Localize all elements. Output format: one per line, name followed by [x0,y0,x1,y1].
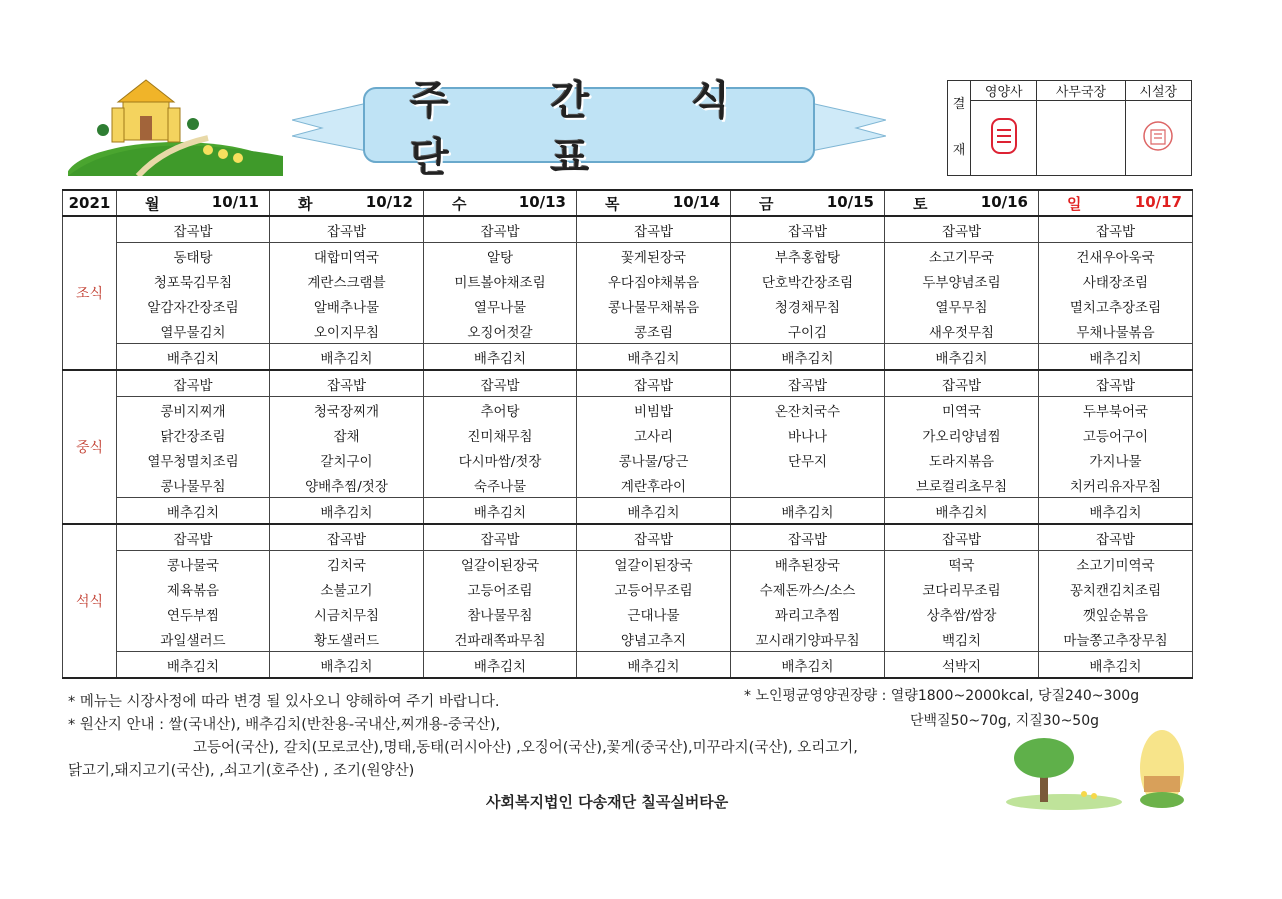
menu-item: 닭간장조림 [117,422,270,447]
menu-item: 대합미역국 [270,243,424,269]
approval-role: 사무국장 [1037,81,1125,101]
menu-item: 배추김치 [424,344,577,371]
menu-item: 잡곡밥 [885,370,1039,397]
menu-item: 떡국 [885,551,1039,577]
stamp-icon [989,116,1019,156]
menu-item: 알배추나물 [270,293,424,318]
menu-item: 꽁치캔김치조림 [1039,576,1193,601]
menu-row [63,652,1193,679]
menu-row [63,397,1193,423]
menu-item: 고등어무조림 [577,576,731,601]
menu-item: 배추된장국 [731,551,885,577]
menu-item: 치커리유자무침 [1039,472,1193,498]
menu-item: 김치국 [270,551,424,577]
menu-item: 소고기미역국 [1039,551,1193,577]
day-name: 일 [1067,194,1082,213]
day-name: 토 [913,194,928,213]
menu-item: 배추김치 [424,498,577,525]
approval-role: 시설장 [1125,81,1192,101]
menu-item: 콩나물무채볶음 [577,293,731,318]
menu-item: 두부양념조림 [885,268,1039,293]
day-name: 목 [605,194,620,213]
menu-item: 열무물김치 [117,318,270,344]
menu-item: 배추김치 [270,652,424,679]
menu-item: 배추김치 [1039,652,1193,679]
menu-item: 꽃게된장국 [577,243,731,269]
menu-item: 잡곡밥 [424,524,577,551]
origin-text: * 원산지 안내 : 쌀(국내산), 배추김치(반찬용-국내산,찌개용-중국산), [68,717,501,733]
menu-row [63,370,1193,397]
meal-label: 중식 [63,370,117,524]
menu-item: 잡곡밥 [731,216,885,243]
menu-item: 깻잎순볶음 [1039,601,1193,626]
menu-item: 온잔치국수 [731,397,885,423]
menu-item: 알감자간장조림 [117,293,270,318]
menu-item: 구이김 [731,318,885,344]
seal-icon [1141,118,1175,154]
day-header [117,190,270,216]
menu-row [63,293,1193,318]
menu-item: 배추김치 [424,652,577,679]
menu-item: 콩비지찌개 [117,397,270,423]
menu-item: 배추김치 [731,498,885,525]
menu-row [63,498,1193,525]
meal-label: 조식 [63,216,117,370]
menu-item: 동태탕 [117,243,270,269]
nutrition-text: 단백질50~70g, 지질30~50g [910,713,1100,729]
menu-item: 황도샐러드 [270,626,424,652]
day-header [424,190,577,216]
menu-row [63,318,1193,344]
menu-item: 사태장조림 [1039,268,1193,293]
menu-item: 열무무침 [885,293,1039,318]
day-date: 10/16 [980,192,1028,211]
menu-item: 과일샐러드 [117,626,270,652]
year-cell: 2021 [63,190,117,216]
menu-item: 계란스크램블 [270,268,424,293]
menu-item: 시금치무침 [270,601,424,626]
origin-text: 닭고기,돼지고기(국산), ,쇠고기(호주산) , 조기(원양산) [68,763,415,779]
menu-item: 계란후라이 [577,472,731,498]
menu-item: 배추김치 [117,652,270,679]
menu-item: 연두부찜 [117,601,270,626]
menu-item: 잡곡밥 [1039,216,1193,243]
menu-item [731,472,885,498]
origin-text: 고등어(국산), 갈치(모로코산),명태,동태(러시아산) ,오징어(국산),꽃게(중국산),미꾸라지(국산), 오리고기, [193,740,858,756]
menu-row [63,422,1193,447]
menu-item: 마늘쫑고추장무침 [1039,626,1193,652]
menu-item: 무채나물볶음 [1039,318,1193,344]
menu-item: 청국장찌개 [270,397,424,423]
menu-item: 배추김치 [577,344,731,371]
stamp-cell [1125,101,1192,176]
menu-item: 배추김치 [885,498,1039,525]
day-name: 월 [145,194,160,213]
menu-row [63,344,1193,371]
approval-label: 결 재 [948,81,971,176]
menu-item: 배추김치 [577,498,731,525]
menu-item: 양념고추지 [577,626,731,652]
day-header [885,190,1039,216]
menu-item: 고등어조림 [424,576,577,601]
menu-row [63,472,1193,498]
menu-row [63,216,1193,243]
day-date: 10/17 [1134,192,1182,211]
menu-item: 잡곡밥 [117,524,270,551]
organization-name: 사회복지법인 다송재단 칠곡실버타운 [486,793,729,811]
menu-item: 잡곡밥 [117,370,270,397]
menu-item: 참나물무침 [424,601,577,626]
menu-item: 백김치 [885,626,1039,652]
menu-item: 잡곡밥 [1039,370,1193,397]
menu-item: 오징어젓갈 [424,318,577,344]
menu-row [63,447,1193,472]
menu-item: 석박지 [885,652,1039,679]
day-date: 10/14 [672,192,720,211]
menu-item: 알탕 [424,243,577,269]
menu-item: 잡곡밥 [577,524,731,551]
menu-item: 추어탕 [424,397,577,423]
menu-item: 잡곡밥 [424,370,577,397]
menu-item: 코다리무조림 [885,576,1039,601]
menu-item: 콩나물/당근 [577,447,731,472]
menu-item: 배추김치 [270,344,424,371]
stamp-cell [971,101,1037,176]
day-header [577,190,731,216]
menu-item: 잡곡밥 [577,216,731,243]
menu-item: 콩나물국 [117,551,270,577]
day-header [731,190,885,216]
menu-row [63,626,1193,652]
menu-item: 배추김치 [117,498,270,525]
menu-row [63,576,1193,601]
menu-item: 잡채 [270,422,424,447]
header-row [63,190,1193,216]
menu-item: 열무청멸치조림 [117,447,270,472]
menu-item: 열무나물 [424,293,577,318]
day-header [1039,190,1193,216]
menu-item: 미트볼야채조림 [424,268,577,293]
menu-item: 잡곡밥 [885,524,1039,551]
menu-item: 우다짐야채볶음 [577,268,731,293]
menu-item: 잡곡밥 [270,524,424,551]
menu-row [63,601,1193,626]
menu-item: 진미채무침 [424,422,577,447]
menu-item: 꽈리고추찜 [731,601,885,626]
menu-item: 얼갈이된장국 [577,551,731,577]
menu-item: 잡곡밥 [577,370,731,397]
menu-item: 상추쌈/쌈장 [885,601,1039,626]
menu-item: 배추김치 [577,652,731,679]
day-header [270,190,424,216]
menu-item: 잡곡밥 [731,370,885,397]
menu-item: 다시마쌈/젓장 [424,447,577,472]
menu-item: 잡곡밥 [270,216,424,243]
menu-item: 비빔밥 [577,397,731,423]
menu-item: 콩조림 [577,318,731,344]
menu-item: 단호박간장조림 [731,268,885,293]
weekly-menu-table [62,189,1193,679]
menu-item: 청경채무침 [731,293,885,318]
page-title: 주 간 식 단 표 [410,78,774,181]
menu-item: 배추김치 [117,344,270,371]
menu-item: 고등어구이 [1039,422,1193,447]
menu-row [63,268,1193,293]
hill-house-illustration [68,78,283,176]
menu-row [63,551,1193,577]
day-date: 10/15 [826,192,874,211]
menu-item: 숙주나물 [424,472,577,498]
menu-item: 수제돈까스/소스 [731,576,885,601]
menu-item: 단무지 [731,447,885,472]
menu-item: 근대나물 [577,601,731,626]
menu-row [63,243,1193,269]
menu-item: 배추김치 [731,652,885,679]
menu-item: 멸치고추장조림 [1039,293,1193,318]
meal-label: 석식 [63,524,117,678]
menu-item: 도라지볶음 [885,447,1039,472]
menu-item: 잡곡밥 [885,216,1039,243]
menu-item: 콩나물무침 [117,472,270,498]
menu-item: 오이지무침 [270,318,424,344]
day-date: 10/11 [211,192,259,211]
nutrition-text: * 노인평균영양권장량 : 열량1800~2000kcal, 당질240~300g [744,688,1140,704]
day-date: 10/12 [365,192,413,211]
menu-item: 가지나물 [1039,447,1193,472]
menu-item: 청포묵김무침 [117,268,270,293]
menu-item: 잡곡밥 [117,216,270,243]
menu-item: 건새우아욱국 [1039,243,1193,269]
menu-item: 고사리 [577,422,731,447]
menu-item: 배추김치 [885,344,1039,371]
menu-item: 미역국 [885,397,1039,423]
menu-item: 제육볶음 [117,576,270,601]
menu-item: 바나나 [731,422,885,447]
menu-item: 새우젓무침 [885,318,1039,344]
approval-role: 영양사 [971,81,1037,101]
day-name: 수 [452,194,467,213]
menu-item: 잡곡밥 [731,524,885,551]
menu-item: 건파래쪽파무침 [424,626,577,652]
menu-item: 잡곡밥 [424,216,577,243]
menu-item: 가오리양념찜 [885,422,1039,447]
menu-item: 부추홍합탕 [731,243,885,269]
menu-item: 잡곡밥 [270,370,424,397]
tree-illustration [1004,730,1186,810]
menu-item: 브로컬리초무침 [885,472,1039,498]
menu-item: 소불고기 [270,576,424,601]
menu-item: 배추김치 [1039,344,1193,371]
approval-box [947,80,1192,176]
menu-item: 갈치구이 [270,447,424,472]
menu-item: 얼갈이된장국 [424,551,577,577]
menu-item: 배추김치 [270,498,424,525]
menu-row [63,524,1193,551]
menu-item: 배추김치 [731,344,885,371]
menu-item: 배추김치 [1039,498,1193,525]
menu-item: 꼬시래기양파무침 [731,626,885,652]
day-name: 화 [298,194,313,213]
menu-item: 양배추찜/젓장 [270,472,424,498]
menu-item: 두부북어국 [1039,397,1193,423]
notice-text: * 메뉴는 시장사정에 따라 변경 될 있사오니 양해하여 주기 바랍니다. [68,694,500,710]
menu-item: 잡곡밥 [1039,524,1193,551]
stamp-cell-empty [1037,101,1125,176]
menu-item: 소고기무국 [885,243,1039,269]
day-name: 금 [759,194,774,213]
day-date: 10/13 [518,192,566,211]
